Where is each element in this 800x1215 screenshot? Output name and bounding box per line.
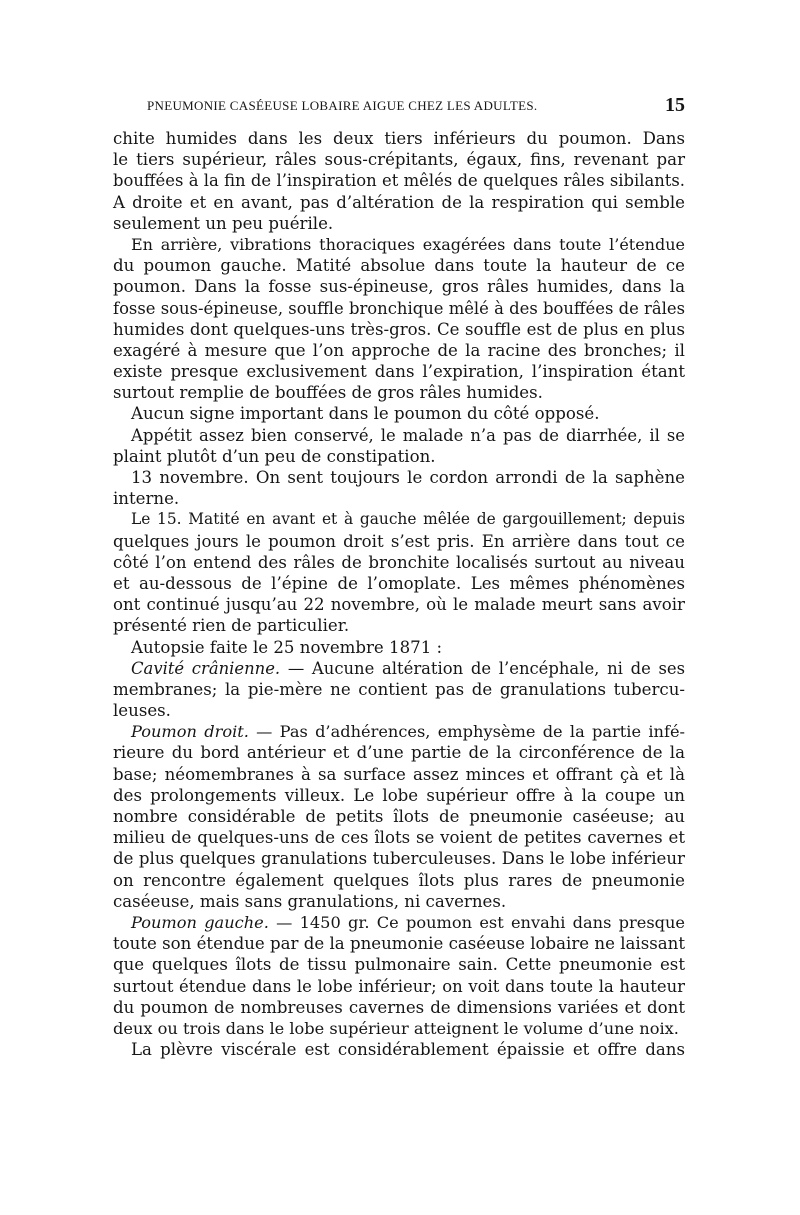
text-line: milieu de quelques-uns de ces îlots se voient de petites cavernes et	[113, 828, 685, 848]
text-line: leuses.	[113, 701, 171, 721]
text-line: du poumon gauche. Matité absolue dans toute la hauteur de ce	[113, 256, 685, 276]
text-line: seulement un peu puérile.	[113, 213, 334, 233]
text-line: Le 15. Matité en avant et à gauche mêlée de gargouillement; depuis	[131, 510, 685, 529]
text-line: bouffées à la fin de l’inspiration et mêlés de quelques râles sibilants.	[113, 171, 685, 191]
section-label: Cavité crânienne.	[131, 658, 281, 678]
running-head	[113, 96, 685, 120]
text-line: nombre considérable de petits îlots de pneumonie caséeuse; au	[113, 807, 685, 826]
text-line: toute son étendue par de la pneumonie caséeuse lobaire ne laissant	[113, 934, 685, 954]
text-line: surtout étendue dans le lobe inférieur; on voit dans toute la hauteur	[113, 976, 685, 996]
text-line: et au-dessous de l’épine de l’omoplate. Les mêmes phénomènes	[113, 573, 685, 593]
text-line: le tiers supérieur, râles sous-crépitants, égaux, fins, revenant par	[113, 150, 685, 170]
text-line: de plus quelques granulations tuberculeuses. Dans le lobe inférieur	[113, 849, 685, 869]
text-line: A droite et en avant, pas d’altération de la respiration qui semble	[113, 192, 685, 212]
text-line: exagéré à mesure que l’on approche de la racine des bronches; il	[113, 340, 685, 360]
text-line: présenté rien de particulier.	[113, 616, 350, 636]
text-line: surtout remplie de bouffées de gros râles humides.	[113, 383, 543, 403]
text-line: La plèvre viscérale est considérablement épaissie et offre dans	[131, 1040, 685, 1060]
text-line: des prolongements villeux. Le lobe supérieur offre à la coupe un	[113, 785, 685, 805]
text-line: existe presque exclusivement dans l’expiration, l’inspiration étant	[113, 362, 685, 382]
text-line: En arrière, vibrations thoraciques exagérées dans toute l’étendue	[131, 234, 685, 254]
text-line: que quelques îlots de tissu pulmonaire sain. Cette pneumonie est	[113, 955, 685, 975]
text-line: côté l’on entend des râles de bronchite localisés surtout au niveau	[113, 552, 685, 572]
text-line: quelques jours le poumon droit s’est pris. En arrière dans tout ce	[113, 531, 685, 551]
text-line: Autopsie faite le 25 novembre 1871 :	[131, 637, 443, 657]
text-line: on rencontre également quelques îlots plus rares de pneumonie	[113, 870, 685, 890]
body-text	[113, 128, 685, 1060]
text-line: du poumon de nombreuses cavernes de dimensions variées et dont	[113, 997, 685, 1017]
text-line: humides dont quelques-uns très-gros. Ce souffle est de plus en plus	[113, 319, 685, 339]
text-line: Appétit assez bien conservé, le malade n’a pas de diarrhée, il se	[131, 425, 685, 445]
running-title: PNEUMONIE CASÉEUSE LOBAIRE AIGUE CHEZ LES ADULTES.	[147, 98, 538, 113]
text-line: Poumon droit. — Pas d’adhérences, emphysème de la partie infé-	[131, 722, 685, 742]
text-line: interne.	[113, 489, 180, 509]
text-line: plaint plutôt d’un peu de constipation.	[113, 446, 436, 466]
text-line: fosse sous-épineuse, souffle bronchique mêlé à des bouffées de râles	[113, 298, 685, 318]
text-line: membranes; la pie-mère ne contient pas de granulations tubercu-	[113, 679, 685, 699]
text-line: chite humides dans les deux tiers inférieurs du poumon. Dans	[113, 129, 685, 148]
page-number: 15	[665, 94, 685, 116]
section-label: Poumon gauche.	[131, 912, 269, 932]
text-line: rieure du bord antérieur et d’une partie de la circonférence de la	[113, 743, 685, 763]
text-line: caséeuse, mais sans granulations, ni cavernes.	[113, 891, 507, 911]
text-line: deux ou trois dans le lobe supérieur atteignent le volume d’une noix.	[113, 1018, 679, 1038]
text-line: 13 novembre. On sent toujours le cordon arrondi de la saphène	[131, 468, 685, 487]
text-line: poumon. Dans la fosse sus-épineuse, gros râles humides, dans la	[113, 277, 685, 297]
text-line: Poumon gauche. — 1450 gr. Ce poumon est envahi dans presque	[131, 912, 686, 932]
text-line: Aucun signe important dans le poumon du côté opposé.	[131, 404, 600, 424]
text-line: base; néomembranes à sa surface assez minces et offrant çà et là	[113, 764, 685, 784]
text-line: Cavité crânienne. — Aucune altération de l’encéphale, ni de ses	[131, 658, 685, 678]
section-label: Poumon droit.	[131, 722, 249, 742]
text-line: ont continué jusqu’au 22 novembre, où le malade meurt sans avoir	[113, 595, 685, 615]
